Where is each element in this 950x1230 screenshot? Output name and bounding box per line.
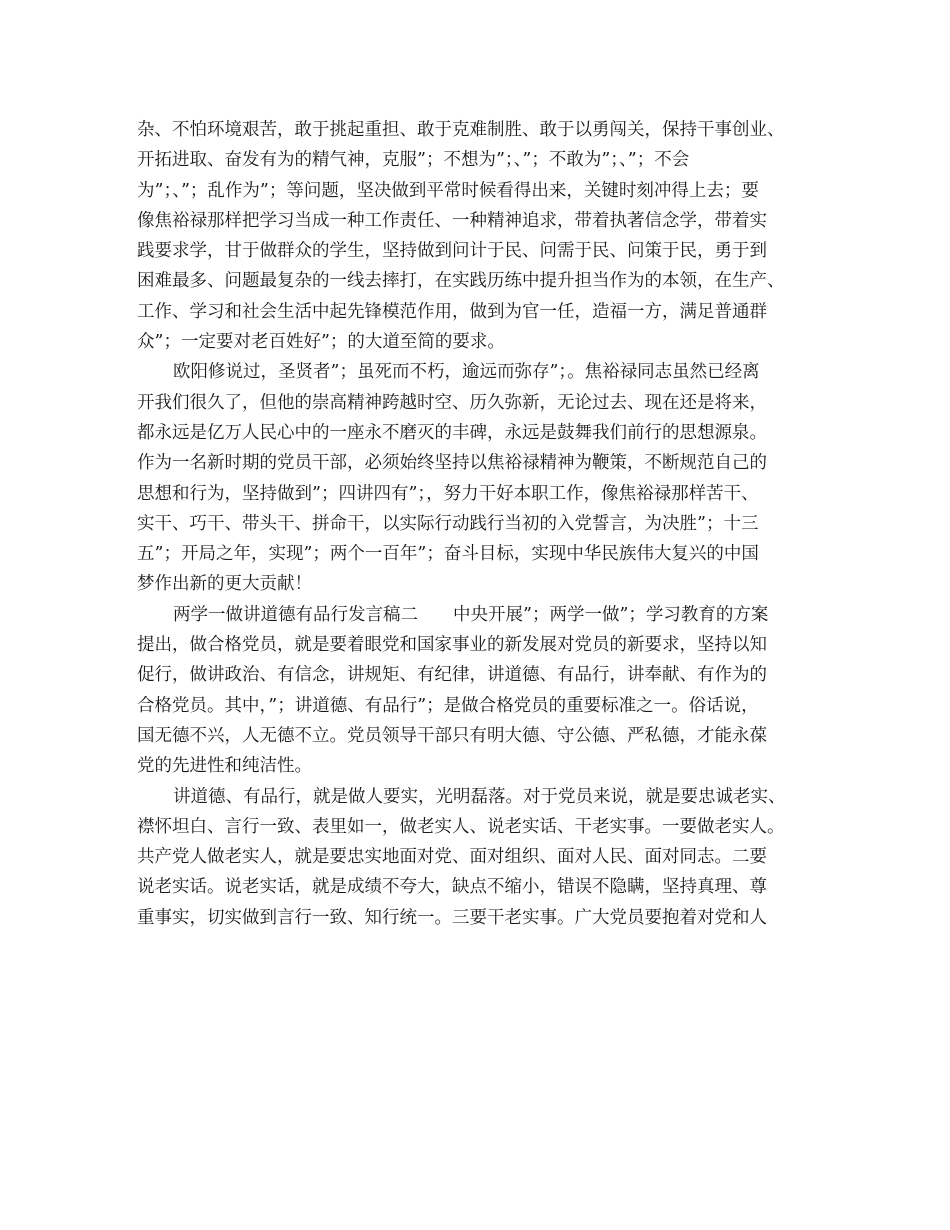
text-line: 共产党人做老实人，就是要忠实地面对党、面对组织、面对人民、面对同志。二要 [137,847,767,868]
text-line: 工作、学习和社会生活中起先锋模范作用，做到为官一任，造福一方，满足普通群 [137,301,767,322]
text-line: 为”；、”；乱作为”；等问题，坚决做到平常时候看得出来，关键时刻冲得上去；要 [137,180,759,201]
text-line: 众”；一定要对老百姓好”；的大道至简的要求。 [137,332,505,353]
text-line: 践要求学，甘于做群众的学生，坚持做到问计于民、问需于民、问策于民，勇于到 [137,241,767,262]
paragraph-first-line: 讲道德、有品行，就是做人要实，光明磊落。对于党员来说，就是要忠诚老实、 [173,786,786,807]
text-line: 国无德不兴，人无德不立。党员领导干部只有明大德、守公德、严私德，才能永葆 [137,725,767,746]
text-line: 作为一名新时期的党员干部，必须始终坚持以焦裕禄精神为鞭策，不断规范自己的 [137,453,767,474]
text-line: 合格党员。其中，”；讲道德、有品行”；是做合格党员的重要标准之一。俗话说， [137,695,759,716]
text-line: 提出，做合格党员，就是要着眼党和国家事业的新发展对党员的新要求，坚持以知 [137,635,767,656]
text-line: 实干、巧干、带头干、拼命干，以实际行动践行当初的入党誓言，为决胜”；十三 [137,513,759,534]
text-line: 襟怀坦白、言行一致、表里如一，做老实人、说老实话、干老实事。一要做老实人。 [137,816,785,837]
document-body [137,115,827,933]
paragraph-first-line: 欧阳修说过，圣贤者”；虽死而不朽，逾远而弥存”；。焦裕禄同志虽然已经离 [173,362,760,383]
text-line: 说老实话。说老实话，就是成绩不夸大，缺点不缩小，错误不隐瞒，坚持真理、尊 [137,877,767,898]
paragraph-first-line: 两学一做讲道德有品行发言稿二 中央开展”；两学一做”；学习教育的方案 [173,604,769,625]
text-line: 五”；开局之年，实现”；两个一百年”；奋斗目标，实现中华民族伟大复兴的中国 [137,544,759,565]
text-line: 都永远是亿万人民心中的一座永不磨灭的丰碑，永远是鼓舞我们前行的思想源泉。 [137,422,767,443]
text-line: 思想和行为，坚持做到”；四讲四有”；，努力干好本职工作，像焦裕禄那样苦干、 [137,483,759,504]
text-line: 开拓进取、奋发有为的精气神，克服”；不想为”；、”；不敢为”；、”；不会 [137,150,690,171]
text-line: 梦作出新的更大贡献！ [137,574,312,595]
text-line: 困难最多、问题最复杂的一线去摔打，在实践历练中提升担当作为的本领，在生产、 [137,271,785,292]
text-line: 重事实，切实做到言行一致、知行统一。三要干老实事。广大党员要抱着对党和人 [137,907,767,928]
text-line: 杂、不怕环境艰苦，敢于挑起重担、敢于克难制胜、敢于以勇闯关，保持干事创业、 [137,120,785,140]
text-line: 像焦裕禄那样把学习当成一种工作责任、一种精神追求，带着执著信念学，带着实 [137,210,767,231]
text-line: 开我们很久了，但他的崇高精神跨越时空、历久弥新，无论过去、现在还是将来， [137,392,767,413]
text-line: 促行，做讲政治、有信念，讲规矩、有纪律，讲道德、有品行，讲奉献、有作为的 [137,665,767,686]
text-line: 党的先进性和纯洁性。 [137,756,312,777]
